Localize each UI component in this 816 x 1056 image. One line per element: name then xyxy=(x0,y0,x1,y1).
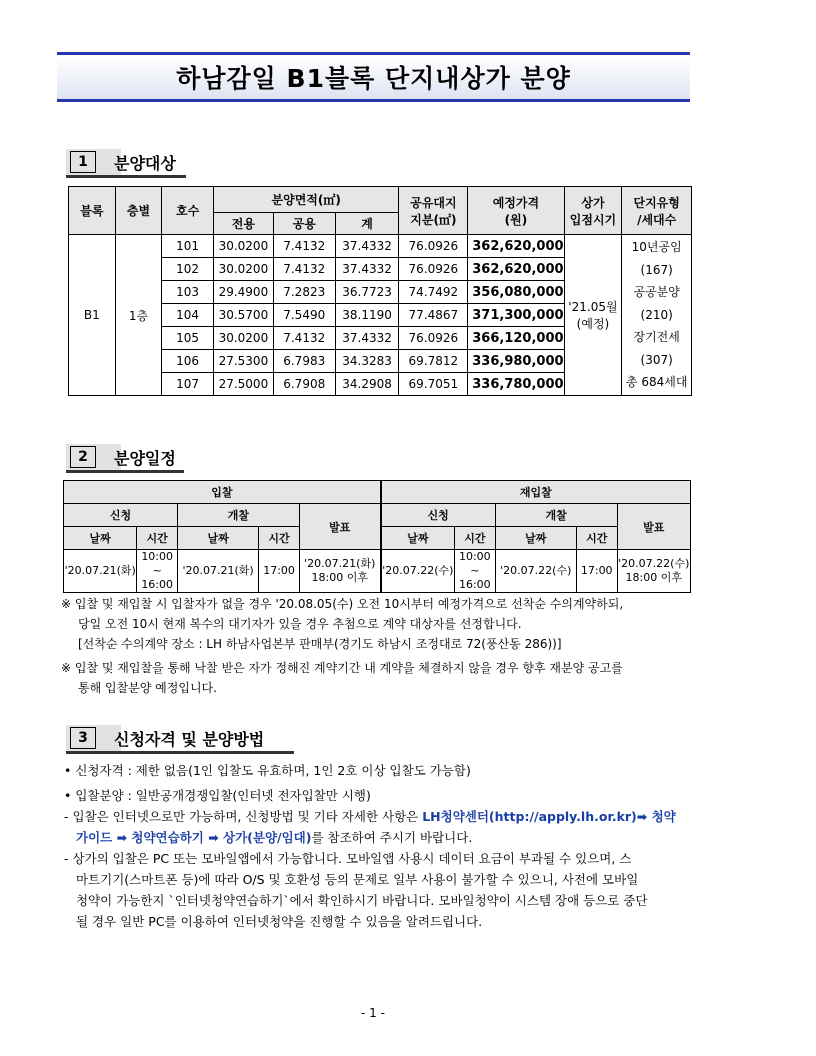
cell-unit: 106 xyxy=(162,350,214,373)
cell-price: 336,780,000 xyxy=(468,373,564,396)
cell-unit: 103 xyxy=(162,281,214,304)
header-bid: 입찰 xyxy=(64,481,381,504)
cell-exclusive: 30.0200 xyxy=(213,258,273,281)
cell-unit: 104 xyxy=(162,304,214,327)
cell-land-share: 69.7812 xyxy=(399,350,468,373)
cell-unit: 101 xyxy=(162,235,214,258)
cell-total: 34.3283 xyxy=(335,350,399,373)
cell-move-in: '21.05월 (예정) xyxy=(564,235,622,396)
header-open: 개찰 xyxy=(495,504,617,527)
section-underline xyxy=(66,470,184,473)
detail-2-line-2: 마트기기(스마트폰 등)에 따라 O/S 및 호환성 등의 문제로 일부 사용이 불가할 수 있으니, 사전에 모바일 xyxy=(76,872,639,887)
header-date: 날짜 xyxy=(64,527,137,550)
note-1-line-2: 당일 오전 10시 현재 복수의 대기자가 있을 경우 추첨으로 계약 대상자를 선정합니다. xyxy=(78,617,522,631)
header-price: 예정가격 (원) xyxy=(468,187,564,235)
bid-open-time: 17:00 xyxy=(259,550,300,593)
header-date: 날짜 xyxy=(495,527,576,550)
header-total: 계 xyxy=(335,213,399,235)
detail-2-line-3: 청약이 가능한지 `인터넷청약연습하기`에서 확인하시기 바랍니다. 모바일청약이 시스템 장애 등으로 중단 xyxy=(76,893,648,908)
header-move-in: 상가 입점시기 xyxy=(564,187,622,235)
sale-target-table xyxy=(68,186,692,396)
header-complex-type: 단지유형 /세대수 xyxy=(622,187,692,235)
section-title: 신청자격 및 분양방법 xyxy=(114,729,265,749)
cell-common: 7.2823 xyxy=(273,281,335,304)
section-number: 1 xyxy=(70,151,96,173)
cell-floor: 1층 xyxy=(115,235,162,396)
header-time: 시간 xyxy=(259,527,300,550)
detail-2-line-4: 될 경우 일반 PC를 이용하여 인터넷청약을 진행할 수 있음을 알려드립니다. xyxy=(76,914,483,929)
cell-price: 362,620,000 xyxy=(468,235,564,258)
header-exclusive: 전용 xyxy=(213,213,273,235)
cell-price: 336,980,000 xyxy=(468,350,564,373)
note-1-line-3: [선착순 수의계약 장소 : LH 하남사업본부 판매부(경기도 하남시 조정대로 72(풍산동 286))] xyxy=(78,637,562,651)
cell-price: 366,120,000 xyxy=(468,327,564,350)
header-land-share: 공유대지 지분(㎡) xyxy=(399,187,468,235)
section-number: 2 xyxy=(70,446,96,468)
cell-common: 7.5490 xyxy=(273,304,335,327)
rebid-apply-time: 10:00 ~ 16:00 xyxy=(455,550,496,593)
cell-land-share: 74.7492 xyxy=(399,281,468,304)
section-title: 분양일정 xyxy=(114,448,176,468)
section-3-header xyxy=(66,725,294,751)
header-block: 블록 xyxy=(69,187,116,235)
schedule-notes xyxy=(61,594,701,698)
header-unit: 호수 xyxy=(162,187,214,235)
bid-announce: '20.07.21(화) 18:00 이후 xyxy=(299,550,380,593)
cell-land-share: 76.0926 xyxy=(399,258,468,281)
header-date: 날짜 xyxy=(177,527,258,550)
header-area: 분양면적(㎡) xyxy=(213,187,399,213)
note-1-line-1: ※ 입찰 및 재입찰 시 입찰자가 없을 경우 '20.08.05(수) 오전 10시부터 예정가격으로 선착순 수의계약하되, xyxy=(61,597,624,611)
cell-exclusive: 29.4900 xyxy=(213,281,273,304)
cell-land-share: 76.0926 xyxy=(399,327,468,350)
header-date: 날짜 xyxy=(381,527,455,550)
bid-apply-time: 10:00 ~ 16:00 xyxy=(137,550,178,593)
cell-common: 7.4132 xyxy=(273,258,335,281)
header-time: 시간 xyxy=(137,527,178,550)
cell-exclusive: 27.5000 xyxy=(213,373,273,396)
lh-link-path[interactable]: 가이드 ➡ 청약연습하기 ➡ 상가(분양/임대) xyxy=(76,830,312,845)
bullet-method: • 입찰분양 : 일반공개경쟁입찰(인터넷 전자입찰만 시행) xyxy=(64,788,371,803)
cell-total: 34.2908 xyxy=(335,373,399,396)
cell-land-share: 77.4867 xyxy=(399,304,468,327)
header-announce: 발표 xyxy=(617,504,690,550)
page-number: - 1 - xyxy=(361,1006,385,1020)
schedule-table xyxy=(63,480,691,593)
cell-unit: 105 xyxy=(162,327,214,350)
cell-exclusive: 30.0200 xyxy=(213,327,273,350)
rebid-open-date: '20.07.22(수) xyxy=(495,550,576,593)
cell-exclusive: 30.0200 xyxy=(213,235,273,258)
cell-unit: 107 xyxy=(162,373,214,396)
header-time: 시간 xyxy=(455,527,496,550)
cell-unit: 102 xyxy=(162,258,214,281)
cell-price: 362,620,000 xyxy=(468,258,564,281)
section-title: 분양대상 xyxy=(114,153,176,173)
page-title: 하남감일 B1블록 단지내상가 분양 xyxy=(176,64,571,93)
cell-complex-type: 10년공임 (167) 공공분양 (210) 장기전세 (307) 총 684세대 xyxy=(622,235,692,396)
cell-total: 36.7723 xyxy=(335,281,399,304)
detail-1-line-1: - 입찰은 인터넷으로만 가능하며, 신청방법 및 기타 자세한 사항은 LH청약센터(http://apply.lh.or.kr)➡ 청약 xyxy=(64,809,676,824)
cell-price: 356,080,000 xyxy=(468,281,564,304)
note-2-line-1: ※ 입찰 및 재입찰을 통해 낙찰 받은 자가 정해진 계약기간 내 계약을 체결하지 않을 경우 향후 재분양 공고를 xyxy=(61,661,623,675)
cell-total: 37.4332 xyxy=(335,258,399,281)
section-1-header xyxy=(66,149,186,175)
cell-land-share: 69.7051 xyxy=(399,373,468,396)
section-2-header xyxy=(66,444,184,470)
cell-total: 37.4332 xyxy=(335,327,399,350)
section-underline xyxy=(66,751,294,754)
section-underline xyxy=(66,175,186,178)
cell-total: 37.4332 xyxy=(335,235,399,258)
rebid-apply-date: '20.07.22(수) xyxy=(381,550,455,593)
header-common: 공용 xyxy=(273,213,335,235)
bid-apply-date: '20.07.21(화) xyxy=(64,550,137,593)
cell-land-share: 76.0926 xyxy=(399,235,468,258)
bid-open-date: '20.07.21(화) xyxy=(177,550,258,593)
detail-2-line-1: - 상가의 입찰은 PC 또는 모바일앱에서 가능합니다. 모바일앱 사용시 데이터 요금이 부과될 수 있으며, 스 xyxy=(64,851,632,866)
sale-target-rows xyxy=(69,235,692,396)
header-announce: 발표 xyxy=(299,504,380,550)
detail-1-line-2: 가이드 ➡ 청약연습하기 ➡ 상가(분양/임대)를 참조하여 주시기 바랍니다. xyxy=(76,830,473,845)
cell-common: 6.7908 xyxy=(273,373,335,396)
page-title-box xyxy=(57,52,690,102)
cell-common: 7.4132 xyxy=(273,235,335,258)
note-2-line-2: 통해 입찰분양 예정입니다. xyxy=(78,681,217,695)
eligibility-body xyxy=(64,760,700,932)
header-apply: 신청 xyxy=(64,504,178,527)
cell-common: 7.4132 xyxy=(273,327,335,350)
cell-exclusive: 27.5300 xyxy=(213,350,273,373)
cell-total: 38.1190 xyxy=(335,304,399,327)
rebid-announce: '20.07.22(수) 18:00 이후 xyxy=(617,550,690,593)
bullet-eligibility: • 신청자격 : 제한 없음(1인 입찰도 유효하며, 1인 2호 이상 입찰도 가능함) xyxy=(64,763,471,778)
table-row xyxy=(69,235,692,258)
cell-exclusive: 30.5700 xyxy=(213,304,273,327)
header-time: 시간 xyxy=(576,527,617,550)
header-rebid: 재입찰 xyxy=(381,481,691,504)
cell-price: 371,300,000 xyxy=(468,304,564,327)
lh-link[interactable]: LH청약센터(http://apply.lh.or.kr)➡ 청약 xyxy=(422,809,676,824)
header-open: 개찰 xyxy=(177,504,299,527)
section-number: 3 xyxy=(70,727,96,749)
cell-common: 6.7983 xyxy=(273,350,335,373)
cell-block: B1 xyxy=(69,235,116,396)
header-floor: 층별 xyxy=(115,187,162,235)
rebid-open-time: 17:00 xyxy=(576,550,617,593)
header-apply: 신청 xyxy=(381,504,496,527)
